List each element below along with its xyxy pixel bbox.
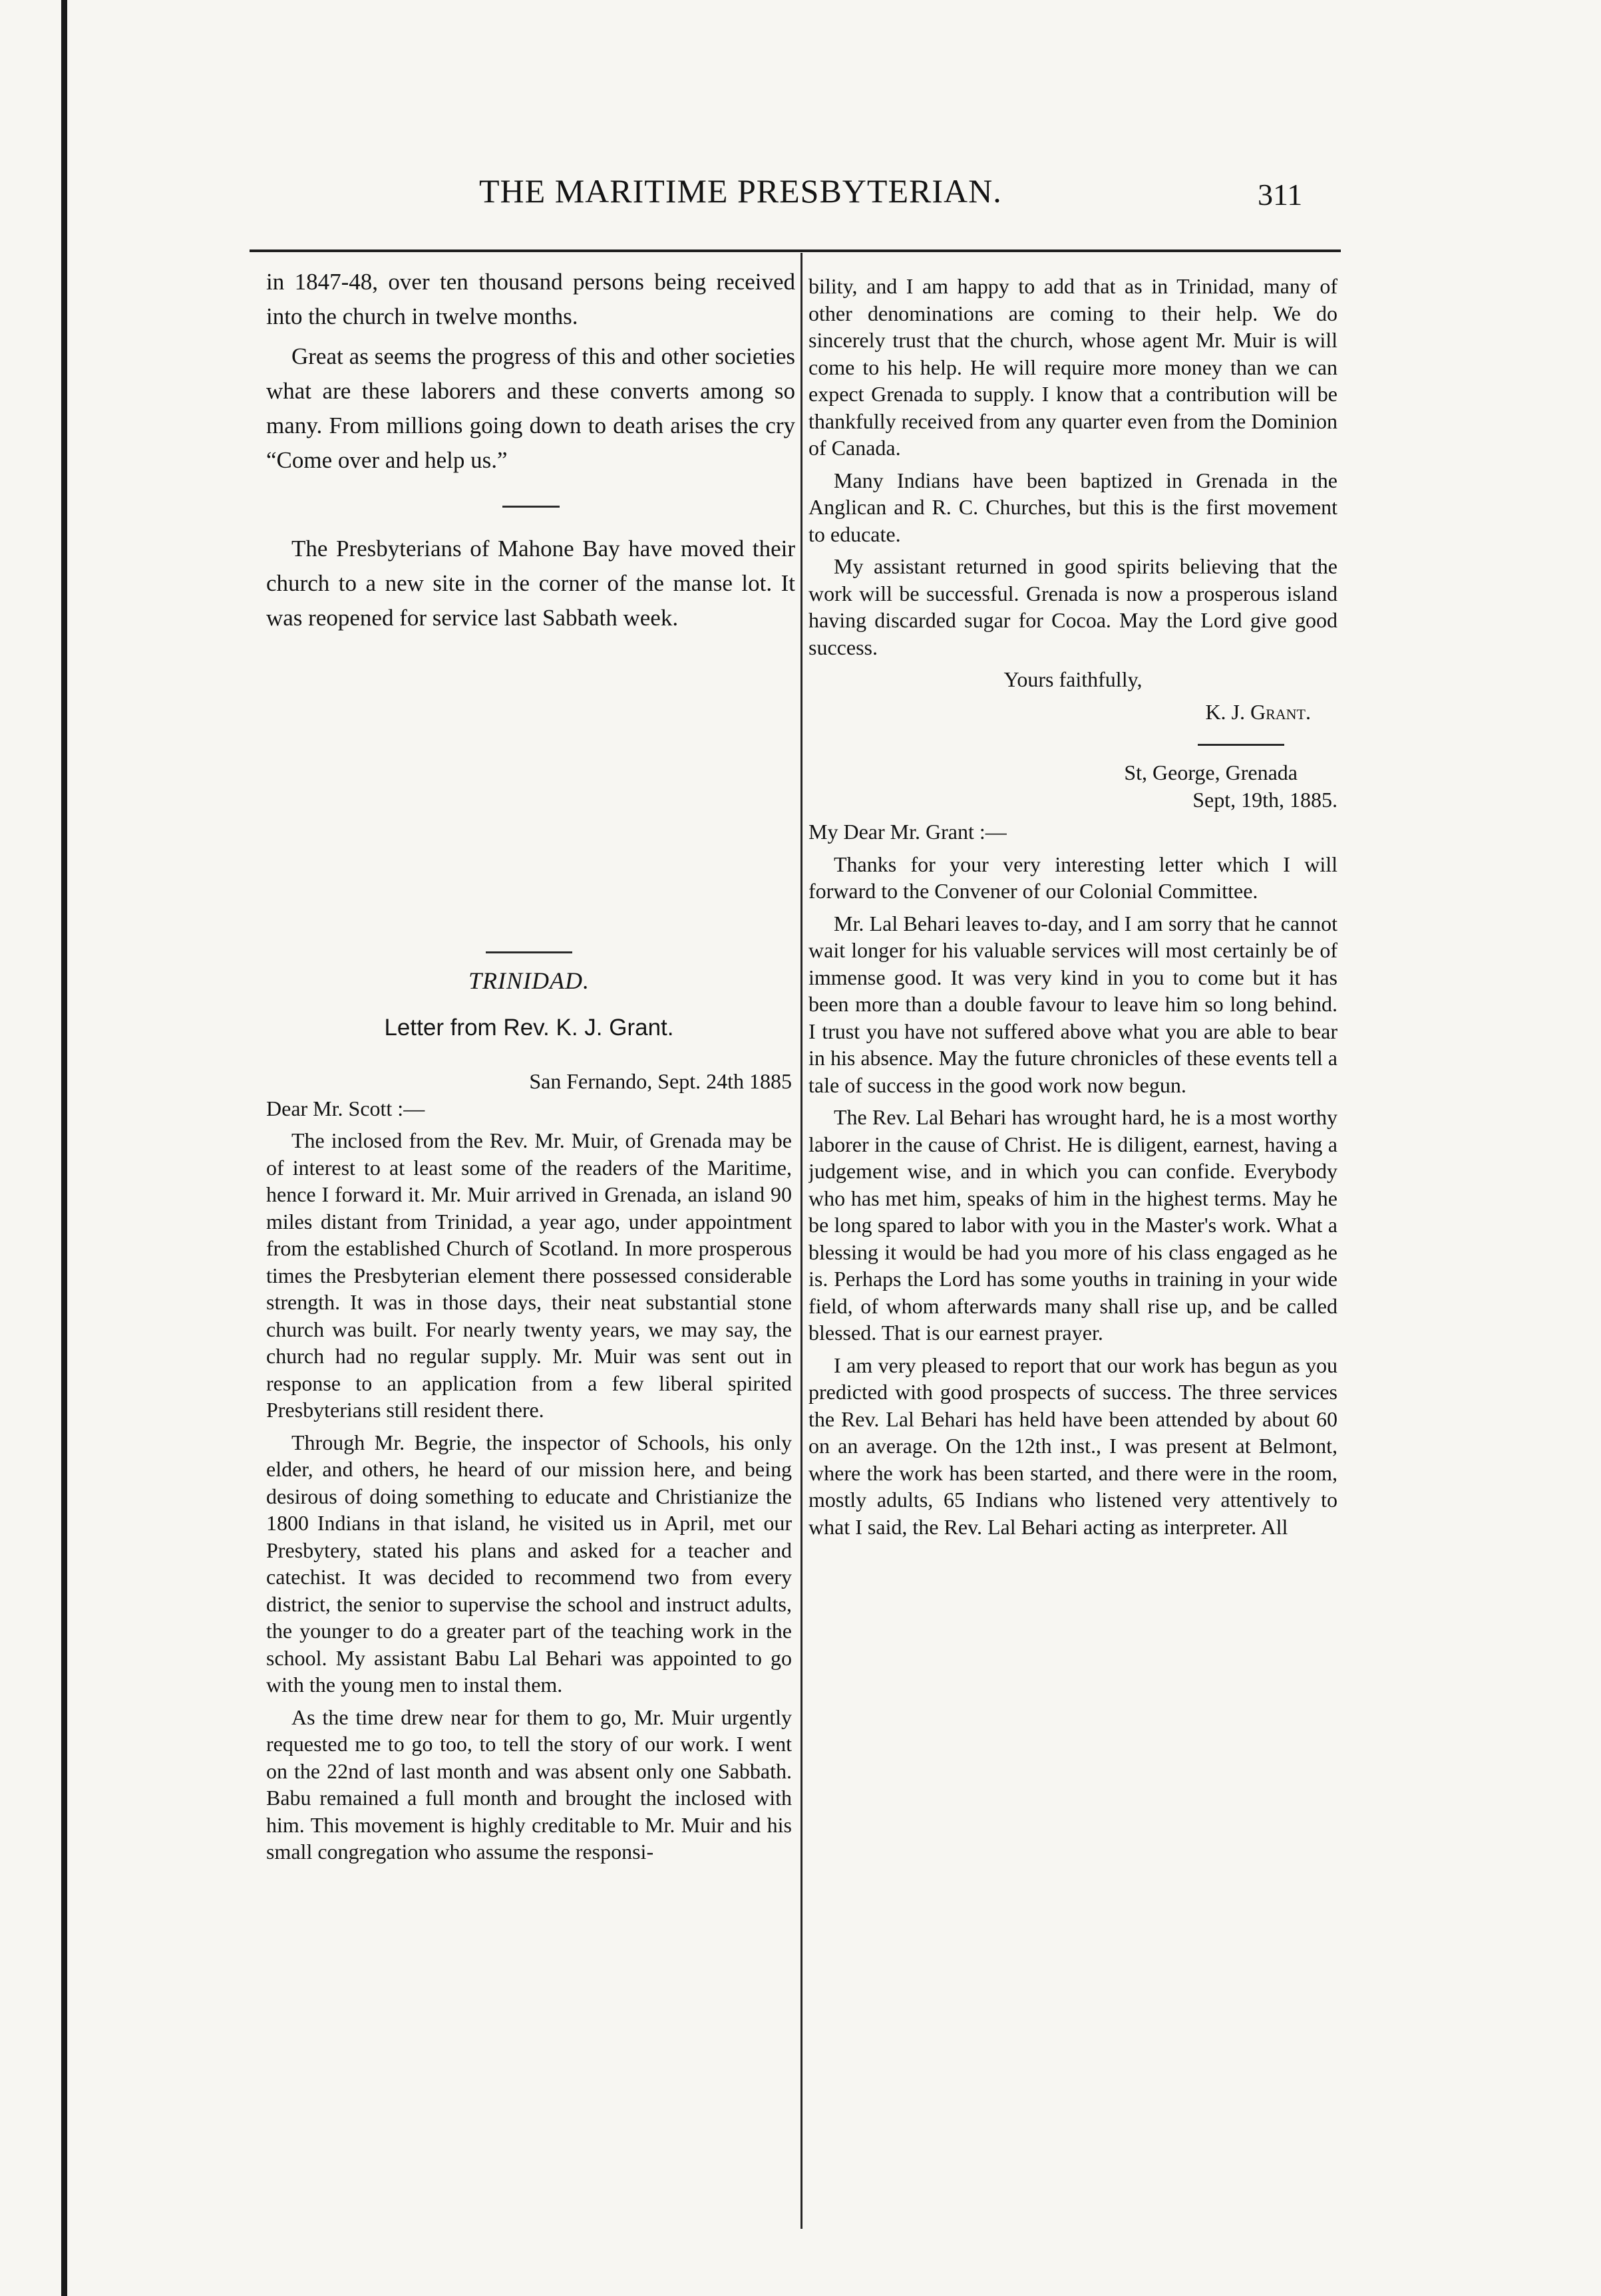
- letter-paragraph: The Rev. Lal Behari has wrought hard, he is a most worthy laborer in the cause of Christ. He is diligent, earnest, having a judgement wise, and in which you can confide. Everybody who has met him, speaks of him in the highest terms. May he be long spared to labor with you in the Master's work. What a blessing it would be had you more of his class engaged as he is. Perhaps the Lord has some youths in training in your wide field, of whom afterwards many shall rise up, and be called blessed. That is our earnest prayer.: [808, 1105, 1337, 1345]
- left-column-top: [266, 265, 795, 947]
- article-divider: [486, 951, 572, 953]
- letter-paragraph: Through Mr. Begrie, the inspector of Schools, his only elder, and others, he heard of our mission here, and being desirous of doing something to educate and Christianize the 1800 Indians in that island, he visited us in April, met our Presbytery, stated his plans and asked for a teacher and catechist. It was decided to recommend two from every district, the senior to supervise the school and instruct adults, the younger to do a greater part of the teaching work in the school. My assistant Babu Lal Behari was appointed to go with the young men to instal them.: [266, 1430, 792, 1697]
- letter-paragraph: bility, and I am happy to add that as in Trinidad, many of other denominations are coming to their help. We do sincerely trust that the church, whose agent Mr. Muir is will come to his help. He will require more money than we can expect Grenada to supply. I know that a contribution will be thankfully received from any quarter even from the Dominion of Canada.: [808, 274, 1337, 460]
- section-divider: [502, 506, 560, 508]
- binding-edge-rule: [61, 0, 67, 2296]
- right-column: [808, 273, 1337, 2242]
- second-letter-salutation: My Dear Mr. Grant :—: [808, 820, 1007, 844]
- paragraph-progress: Great as seems the progress of this and other societies what are these laborers and these converts among so many. From millions going down to death arises the cry “Come over and help us.”: [266, 343, 795, 473]
- letter-divider: [1198, 744, 1284, 746]
- section-title: TRINIDAD.: [468, 967, 590, 994]
- page-number: 311: [1258, 178, 1303, 212]
- letter-paragraph: Mr. Lal Behari leaves to-day, and I am sorry that he cannot wait longer for his valuable services will most certainly be of immense good. It was very kind in you to come but it has been more than a double favour to leave him so long behind. I trust you have not suffered above what you are able to bear in his absence. May the future chronicles of these events tell a tale of success in the good work now begun.: [808, 911, 1337, 1097]
- letter-paragraph: Many Indians have been baptized in Grenada in the Anglican and R. C. Churches, but this is the first movement to educate.: [808, 468, 1337, 546]
- left-column-article: [266, 951, 792, 2249]
- letter-paragraph: As the time drew near for them to go, Mr. Muir urgently requested me to go too, to tell the story of our work. I went on the 22nd of last month and was absent only one Sabbath. Babu remained a full month and brought the inclosed with him. This movement is highly creditable to Mr. Muir and his small congregation who assume the responsi-: [266, 1705, 792, 1864]
- letter-paragraph: I am very pleased to report that our work has begun as you predicted with good prospects of success. The three services the Rev. Lal Behari has held have been attended by about 60 on an average. On the 12th inst., I was present at Belmont, where the work has been started, and there were in the room, mostly adults, 65 Indians who listened very attentively to what I said, the Rev. Lal Behari acting as interpreter. All: [808, 1353, 1337, 1539]
- letter-dateline: San Fernando, Sept. 24th 1885: [529, 1069, 792, 1093]
- letter-paragraph: The inclosed from the Rev. Mr. Muir, of Grenada may be of interest to at least some of the readers of the Maritime, hence I forward it. Mr. Muir arrived in Grenada, an island 90 miles distant from Trinidad, a year ago, under appointment from the established Church of Scotland. In more prosperous times the Presbyterian element there possessed considerable strength. It was in those days, their neat substantial stone church was built. For nearly twenty years, we may say, the church had no regular supply. Mr. Muir was sent out in response to an application from a few liberal spirited Presbyterians still resident there.: [266, 1128, 792, 1422]
- letter-signature: K. J. Grant.: [1205, 699, 1311, 724]
- second-letter-place: St, George, Grenada: [1124, 760, 1298, 784]
- letter-salutation: Dear Mr. Scott :—: [266, 1096, 425, 1120]
- letter-paragraph: Thanks for your very interesting letter which I will forward to the Convener of our Colonial Committee.: [808, 852, 1337, 903]
- column-divider: [800, 253, 802, 2229]
- letter-heading: Letter from Rev. K. J. Grant.: [384, 1015, 674, 1041]
- running-title: THE MARITIME PRESBYTERIAN.: [479, 172, 1002, 210]
- paragraph-continuation: in 1847-48, over ten thousand persons being received into the church in twelve months.: [266, 269, 795, 329]
- second-letter-date: Sept, 19th, 1885.: [1192, 787, 1337, 812]
- letter-paragraph: My assistant returned in good spirits believing that the work will be successful. Grenada is now a prosperous island having discarded sugar for Cocoa. May the Lord give good success.: [808, 554, 1337, 659]
- paragraph-mahone-bay: The Presbyterians of Mahone Bay have moved their church to a new site in the corner of the manse lot. It was reopened for service last Sabbath week.: [266, 536, 795, 631]
- page-header: [200, 172, 1464, 225]
- letter-closing: Yours faithfully,: [1003, 667, 1143, 691]
- header-rule: [250, 249, 1341, 252]
